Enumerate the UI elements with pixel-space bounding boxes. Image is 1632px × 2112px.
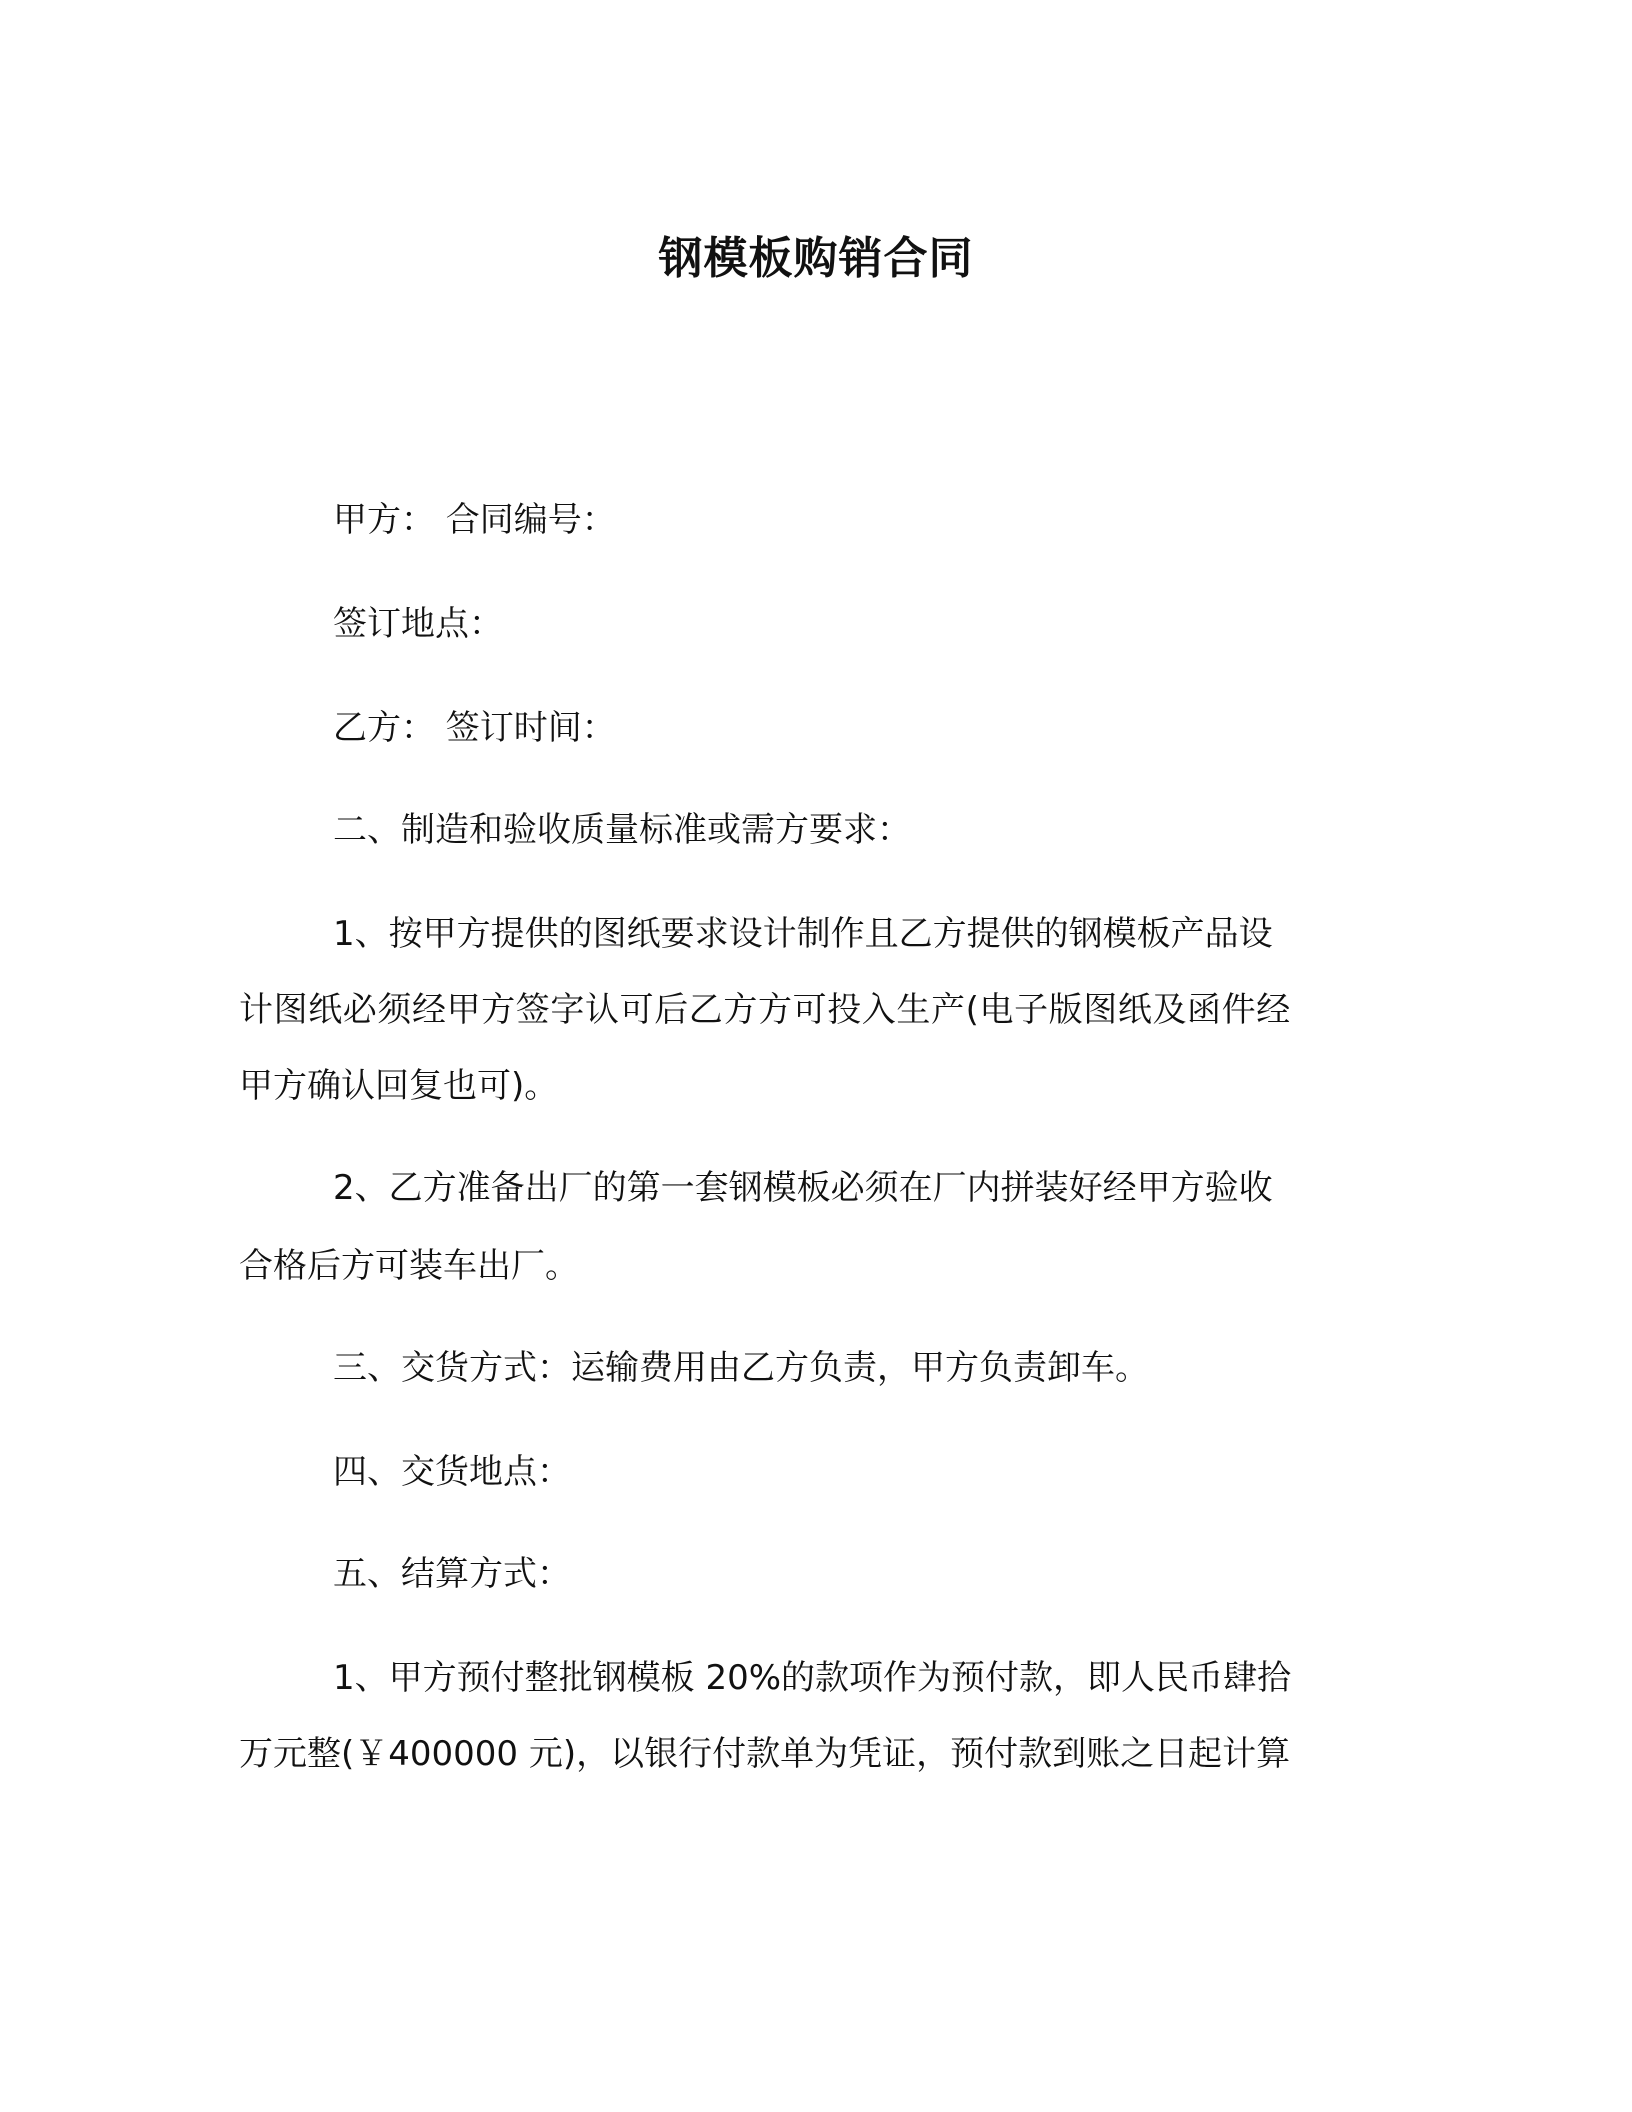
clause-5-1-line-2: 万元整(￥400000 元)，以银行付款单为凭证，预付款到账之日起计算	[239, 1734, 1291, 1774]
clause-2-1-line-2: 计图纸必须经甲方签字认可后乙方方可投入生产(电子版图纸及函件经	[239, 990, 1291, 1030]
signing-place-line: 签订地点：	[333, 604, 503, 644]
clause-2-2-line-1: 2、乙方准备出厂的第一套钢模板必须在厂内拼装好经甲方验收	[333, 1168, 1273, 1208]
party-b-signing-time-line: 乙方： 签订时间：	[333, 708, 616, 748]
section-2-heading: 二、制造和验收质量标准或需方要求：	[333, 810, 911, 850]
clause-2-1-line-3: 甲方确认回复也可)。	[239, 1066, 559, 1106]
document-title: 钢模板购销合同	[658, 233, 974, 284]
clause-2-1-line-1: 1、按甲方提供的图纸要求设计制作且乙方提供的钢模板产品设	[333, 914, 1273, 954]
clause-2-2-line-2: 合格后方可装车出厂。	[239, 1246, 579, 1286]
clause-5-1-line-1: 1、甲方预付整批钢模板 20%的款项作为预付款，即人民币肆拾	[333, 1658, 1292, 1698]
section-5-settlement: 五、结算方式：	[333, 1554, 571, 1594]
section-3-delivery-method: 三、交货方式：运输费用由乙方负责，甲方负责卸车。	[333, 1348, 1149, 1388]
party-a-contract-number-line: 甲方： 合同编号：	[333, 500, 616, 540]
section-4-delivery-place: 四、交货地点：	[333, 1452, 571, 1492]
